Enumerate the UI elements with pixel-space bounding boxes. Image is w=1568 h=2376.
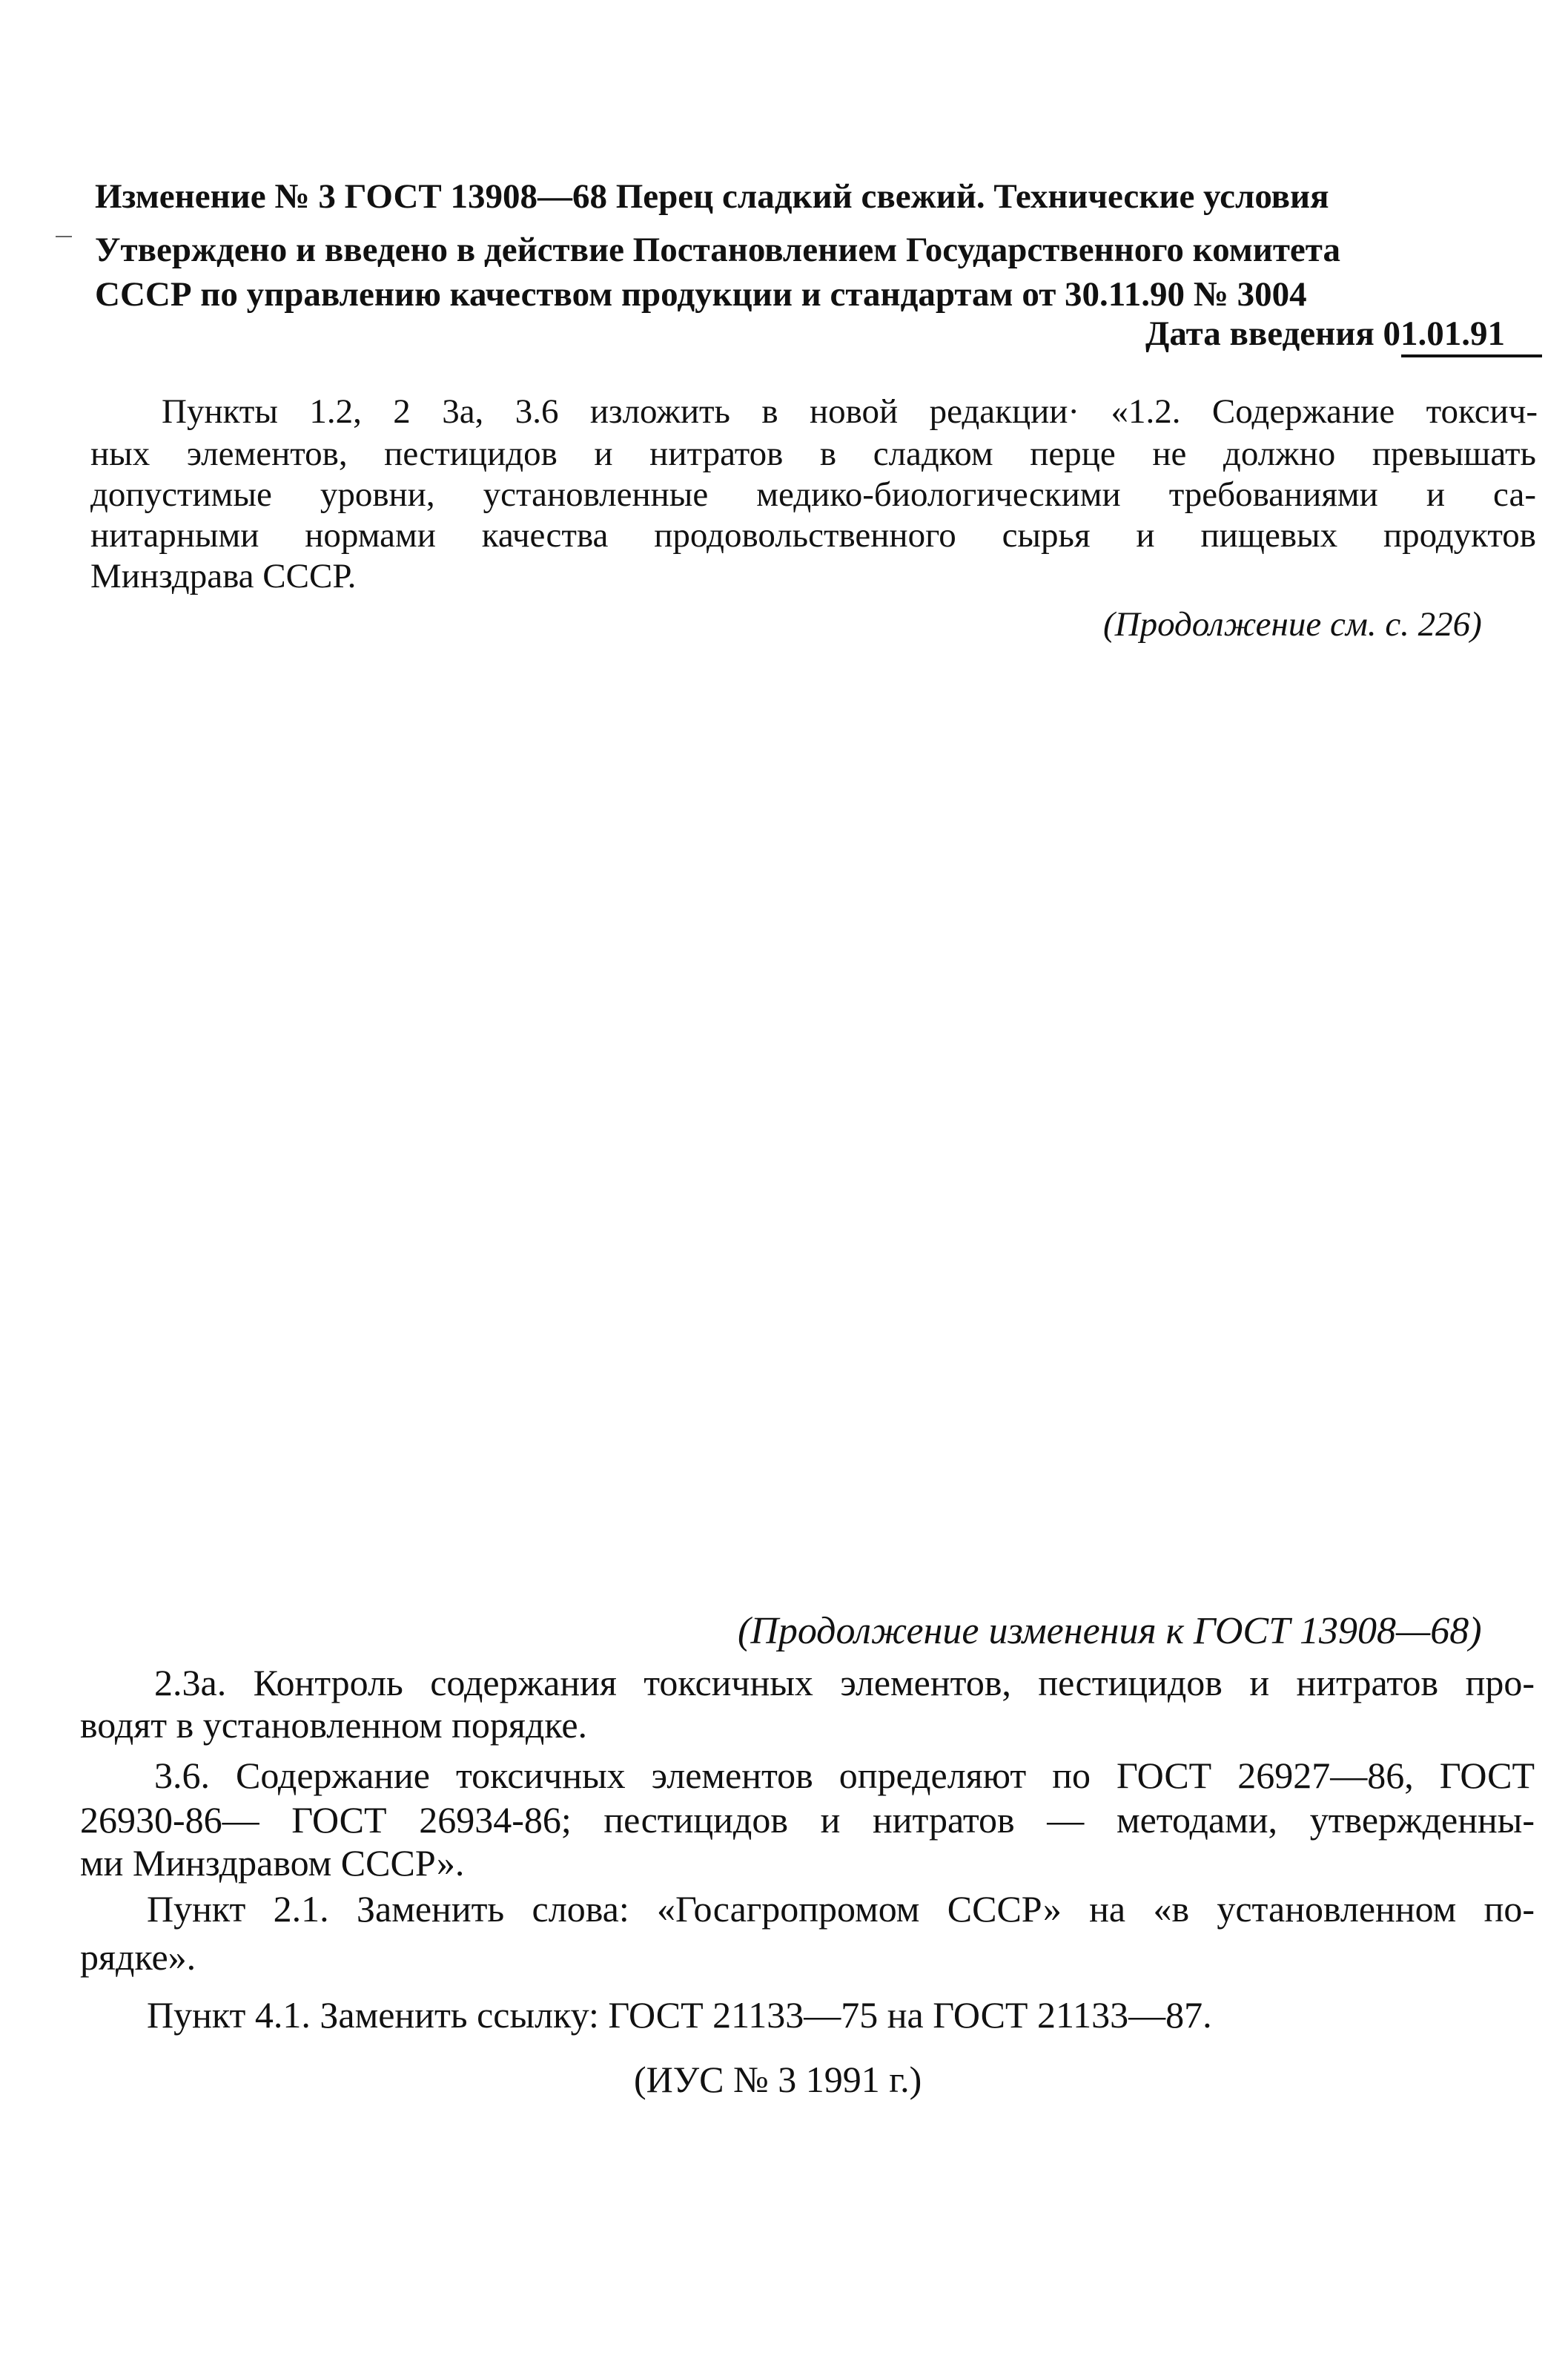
paragraph-line: 3.6. Содержание токсичных элементов определяют по ГОСТ 26927—86, ГОСТ [154,1755,1535,1796]
effective-date-value: 01.01.91 [1383,314,1506,353]
approval-line-1: Утверждено и введено в действие Постановлением Государственного комитета [95,231,1340,269]
paragraph-line: ных элементов, пестицидов и нитратов в сладком перце не должно превышать [90,435,1536,473]
paragraph-line: рядке». [80,1936,196,1978]
source-reference: (ИУС № 3 1991 г.) [634,2059,922,2100]
scan-speck [56,236,72,237]
paragraph-line: Минздрава СССР. [90,557,357,595]
paragraph-line: Пункт 2.1. Заменить слова: «Госагропромом СССР» на «в установленном по- [147,1888,1535,1930]
continuation-note: (Продолжение см. с. 226) [1103,605,1482,644]
paragraph-line: 2.3а. Контроль содержания токсичных элементов, пестицидов и нитратов про- [154,1662,1535,1703]
paragraph-line: водят в установленном порядке. [80,1704,588,1746]
effective-date [1145,314,1505,354]
paragraph-line: Пункты 1.2, 2 3а, 3.6 изложить в новой редакции· «1.2. Содержание токсич- [162,392,1538,431]
paragraph-line: ми Минздравом СССР». [80,1842,465,1884]
effective-date-label: Дата введения [1145,314,1375,353]
paragraph-line: нитарными нормами качества продовольственного сырья и пищевых продуктов [90,516,1536,555]
continuation-header: (Продолжение изменения к ГОСТ 13908—68) [738,1610,1482,1652]
approval-line-2: СССР по управлению качеством продукции и стандартам от 30.11.90 № 3004 [95,275,1307,314]
paragraph-line: допустимые уровни, установленные медико-биологическими требованиями и са- [90,475,1536,514]
document-title: Изменение № 3 ГОСТ 13908—68 Перец сладкий свежий. Технические условия [95,177,1329,216]
date-underline [1401,354,1542,357]
paragraph-line: 26930-86— ГОСТ 26934-86; пестицидов и нитратов — методами, утвержденны- [80,1799,1535,1841]
paragraph-line: Пункт 4.1. Заменить ссылку: ГОСТ 21133—75 на ГОСТ 21133—87. [147,1994,1212,2036]
